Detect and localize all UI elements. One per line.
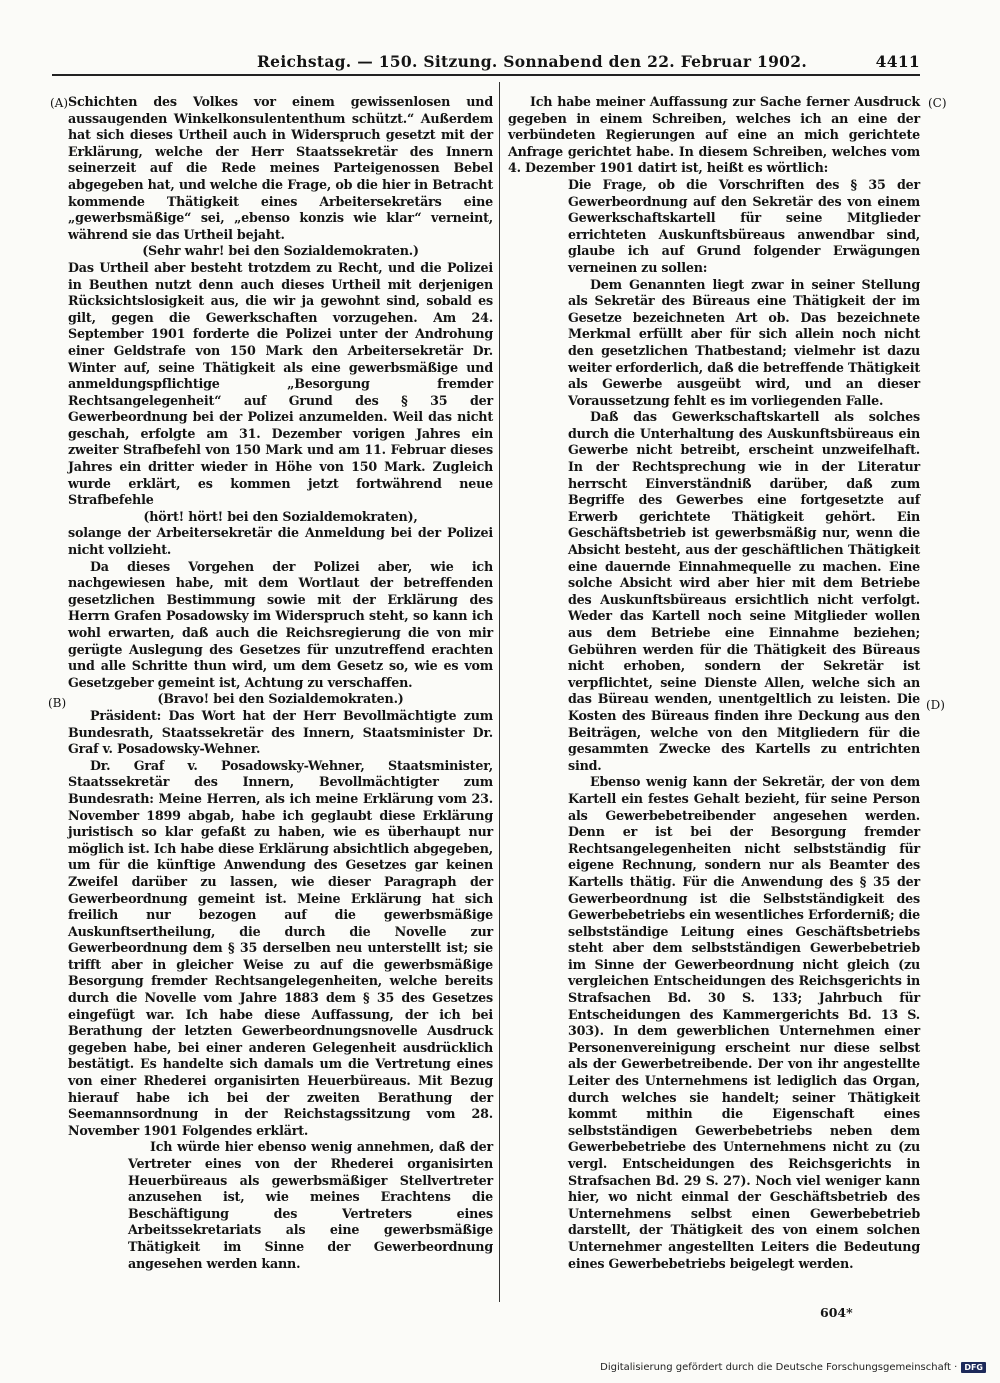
margin-marker-c: (C)	[928, 96, 947, 110]
left-column-paragraph: Das Urtheil aber besteht trotzdem zu Recht, und die Polizei in Beuthen nutzt denn auch dieses Urtheil mit derjenigen Rücksichtslosigkeit aus, die wir ja gewohnt sind, sobald es gilt, gegen die Gewerkschaften vorzugehen. Am 24. September 1901 forderte die Polizei unter der Androhung einer Geldstrafe von 150 Mark den Arbeitersekretär Dr. Winter auf, seine Thätigkeit als eine gewerbsmäßige und anmeldungspflichtige „Besorgung fremder Rechtsangelegenheit“ auf Grund des § 35 der Gewerbeordnung bei der Polizei anzumelden. Weil das nicht geschah, erfolgte am 31. Dezember vorigen Jahres ein zweiter Strafbefehl von 150 Mark und am 11. Februar dieses Jahres ein dritter wieder in Höhe von 150 Mark. Zugleich wurde erklärt, es kommen jetzt fortwährend neue Strafbefehle	[68, 259, 493, 508]
right-column-paragraph: Ich habe meiner Auffassung zur Sache ferner Ausdruck gegeben in einem Schreiben, welches ich an eine der verbündeten Regierungen auf eine an mich gerichtete Anfrage gerichtet habe. In diesem Schreiben, welches vom 4. Dezember 1901 datirt ist, heißt es wörtlich:	[508, 94, 920, 176]
left-column	[68, 94, 493, 1272]
right-column-paragraph: Daß das Gewerkschaftskartell als solches durch die Unterhaltung des Auskunftsbüreaus ein Gewerbe nicht betreibt, erscheint unzweifelhaft. In der Rechtsprechung wie in der Literatur herrscht Einverständniß darüber, daß zum Begriffe des Gewerbes eine fortgesetzte auf Erwerb gerichtete Thätigkeit gehört. Ein Geschäftsbetrieb ist gewerbsmäßig nur, wenn die Absicht besteht, aus der geschäftlichen Thätigkeit eine dauernde Einnahmequelle zu machen. Eine solche Absicht wird aber hier mit dem Betriebe des Auskunftsbüreaus ersichtlich nicht verfolgt. Weder das Kartell noch seine Mitglieder wollen aus dem Betriebe eine Einnahme beziehen; Gebühren werden für die Thätigkeit des Büreaus nicht erhoben, sondern der Sekretär ist verpflichtet, seine Dienste Allen, welche sich an das Büreau wenden, unentgeltlich zu leisten. Die Kosten des Büreaus finden ihre Deckung aus den Beiträgen, welche von den Mitgliedern für die gesammten Zwecke des Kartells zu entrichten sind.	[568, 409, 920, 773]
left-column-paragraph: Präsident: Das Wort hat der Herr Bevollmächtigte zum Bundesrath, Staatssekretär des Innern, Staatsminister Dr. Graf v. Posadowsky-Wehner.	[68, 707, 493, 757]
margin-marker-a: (A)	[50, 96, 69, 110]
left-column-paragraph: solange der Arbeitersekretär die Anmeldung bei der Polizei nicht vollzieht.	[68, 525, 493, 558]
dfg-logo: DFG	[961, 1362, 986, 1373]
left-column-paragraph: Ich würde hier ebenso wenig annehmen, daß der Vertreter eines von der Rhederei organisirten Heuerbüreaus als gewerbsmäßiger Stellvertreter anzusehen ist, wie meines Erachtens die Beschäftigung des Vertreters eines Arbeitssekretariats als eine gewerbsmäßige Thätigkeit im Sinne der Gewerbeordnung angesehen werden kann.	[128, 1139, 493, 1271]
page-number: 4411	[875, 52, 920, 71]
header-rule	[52, 74, 920, 76]
right-column-paragraph: Ebenso wenig kann der Sekretär, der von dem Kartell ein festes Gehalt bezieht, für seine Person als Gewerbebetreibender angesehen werden. Denn er ist bei der Besorgung fremder Rechtsangelegenheiten nicht selbstständig für eigene Rechnung, sondern nur als Beamter des Kartells thätig. Für die Anwendung des § 35 der Gewerbeordnung ist die Selbstständigkeit des Gewerbebetriebs ein wesentliches Erforderniß; die selbstständige Leitung eines Geschäftsbetriebs steht aber dem selbstständigen Gewerbebetrieb im Sinne der Gewerbeordnung nicht gleich (zu vergleichen Entscheidungen des Reichsgerichts in Strafsachen Bd. 30 S. 133; Jahrbuch für Entscheidungen des Kammergerichts Bd. 13 S. 303). In dem gewerblichen Unternehmen einer Personenvereinigung erscheint nur diese selbst als der Gewerbetreibende. Der von ihr angestellte Leiter des Unternehmens ist lediglich das Organ, durch welches sie handelt; seiner Thätigkeit kommt mithin die Eigenschaft eines selbstständigen Gewerbebetriebs neben dem Gewerbebetriebe des Unternehmens nicht zu (zu vergl. Entscheidungen des Reichsgerichts in Strafsachen Bd. 29 S. 27). Noch viel weniger kann hier, wo nicht einmal der Geschäftsbetrieb des Unternehmens selbst einen Gewerbebetrieb darstellt, der Thätigkeit des von einem solchen Unternehmer angestellten Leiters die Bedeutung eines Gewerbebetriebs beigelegt werden.	[568, 774, 920, 1271]
right-column-paragraph: Die Frage, ob die Vorschriften des § 35 der Gewerbeordnung auf den Sekretär des von einem Gewerkschaftskartell für seine Mitglieder errichteten Auskunftsbüreaus anwendbar sind, glaube ich auf Grund folgender Erwägungen verneinen zu sollen:	[568, 176, 920, 275]
left-column-paragraph: Dr. Graf v. Posadowsky-Wehner, Staatsminister, Staatssekretär des Innern, Bevollmächtigter zum Bundesrath: Meine Herren, als ich meine Erklärung vom 23. November 1899 abgab, habe ich geglaubt diese Erklärung juristisch so klar gefaßt zu haben, wie es überhaupt nur möglich ist. Ich habe diese Erklärung absichtlich abgegeben, um für die künftige Anwendung des Gesetzes gar keinen Zweifel darüber zu lassen, wie dieser Paragraph der Gewerbeordnung gemeint ist. Meine Erklärung hat sich freilich nur bezogen auf die gewerbsmäßige Auskunftsertheilung, die durch die Novelle zur Gewerbeordnung dem § 35 derselben neu unterstellt ist; sie trifft aber in gleicher Weise zu auf die gewerbsmäßige Besorgung fremder Rechtsangelegenheiten, welche bereits durch die Novelle vom Jahre 1883 dem § 35 des Gesetzes eingefügt war. Ich habe diese Auffassung, der ich bei Berathung der letzten Gewerbeordnungsnovelle Ausdruck gegeben habe, bei einer anderen Gelegenheit ausdrücklich bestätigt. Es handelte sich damals um die Vertretung eines von einer Rhederei organisirten Heuerbüreaus. Mit Bezug hierauf habe ich bei der zweiten Berathung der Seemannsordnung in der Reichstagssitzung vom 28. November 1901 Folgendes erklärt.	[68, 757, 493, 1138]
right-column-paragraph: Dem Genannten liegt zwar in seiner Stellung als Sekretär des Büreaus eine Thätigkeit der im Gesetze bezeichneten Art ob. Das bezeichnete Merkmal erfüllt aber für sich allein noch nicht den gesetzlichen Thatbestand; vielmehr ist dazu weiter erforderlich, daß die betreffende Thätigkeit als Gewerbe ausgeübt wird, und an dieser Voraussetzung fehlt es im vorliegenden Falle.	[568, 276, 920, 408]
margin-marker-d: (D)	[926, 698, 945, 712]
column-divider	[499, 82, 500, 1302]
footer-text: Digitalisierung gefördert durch die Deutsche Forschungsgemeinschaft ·	[600, 1362, 958, 1373]
left-column-paragraph: (hört! hört! bei den Sozialdemokraten),	[143, 508, 418, 524]
right-column	[508, 94, 920, 1272]
margin-marker-b: (B)	[48, 696, 67, 710]
left-column-paragraph: (Bravo! bei den Sozialdemokraten.)	[157, 691, 404, 707]
left-column-paragraph: Schichten des Volkes vor einem gewissenlosen und aussaugenden Winkelkonsulententhum schützt.“ Außerdem hat sich dieses Urtheil auch in Widerspruch gesetzt mit der Erklärung, welche der Herr Staatssekretär des Innern seinerzeit auf die Rede meines Parteigenossen Bebel abgegeben hat, und welche die Frage, ob die hier in Betracht kommende Thätigkeit eines Arbeitersekretärs eine „gewerbsmäßige“ sei, „ebenso konzis wie klar“ verneint, während sie das Urtheil bejaht.	[68, 94, 493, 242]
page-header	[52, 48, 920, 74]
sheet-signature: 604*	[820, 1305, 853, 1320]
footer	[600, 1362, 986, 1373]
left-column-paragraph: (Sehr wahr! bei den Sozialdemokraten.)	[142, 243, 419, 259]
left-column-paragraph: Da dieses Vorgehen der Polizei aber, wie ich nachgewiesen habe, mit dem Wortlaut der betreffenden gesetzlichen Bestimmung sowie mit der Erklärung des Herrn Grafen Posadowsky im Widerspruch steht, so kann ich wohl erwarten, daß auch die Reichsregierung die von mir gerügte Auslegung des Gesetzes für unzutreffend erachten und alle Schritte thun wird, um dem Gesetz so, wie es vom Gesetzgeber gemeint ist, Achtung zu verschaffen.	[68, 558, 493, 690]
header-title: Reichstag. — 150. Sitzung. Sonnabend den 22. Februar 1902.	[257, 52, 808, 71]
